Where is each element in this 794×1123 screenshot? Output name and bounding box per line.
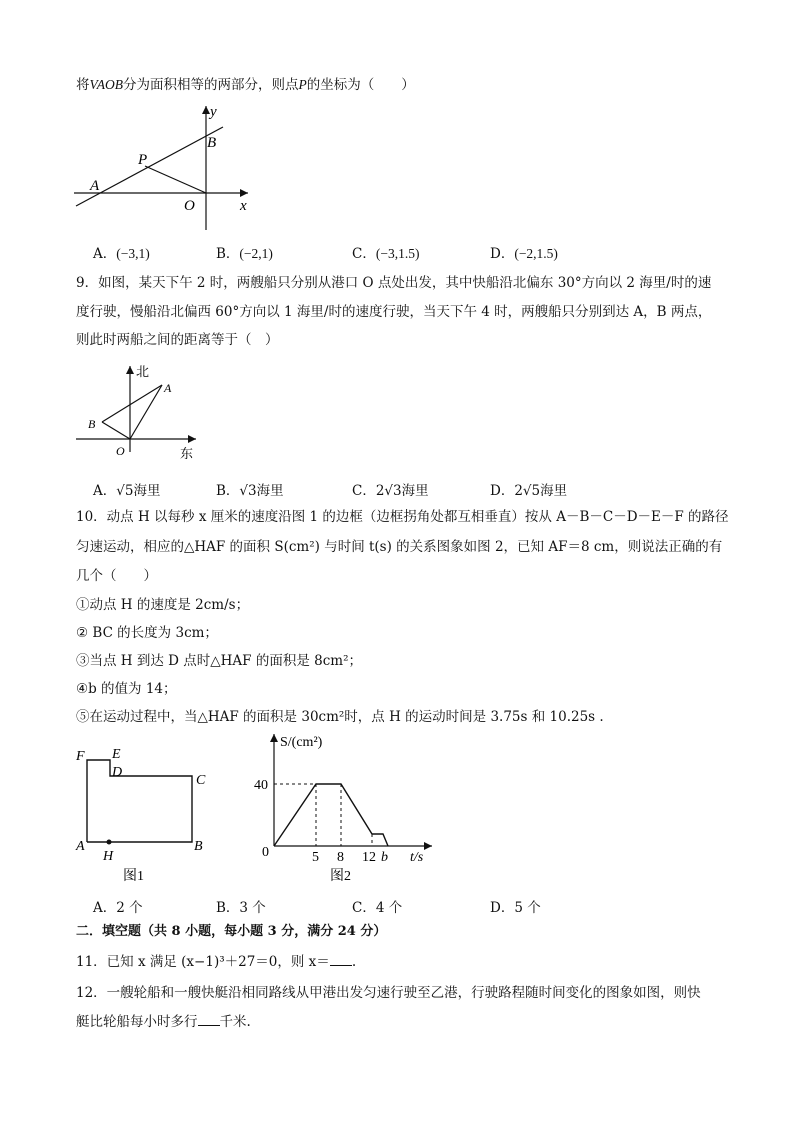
q9-north-label: 北 [136, 364, 150, 379]
q9-a-label: A [164, 381, 172, 395]
fig2-tick-12: 12 [362, 850, 376, 865]
q8-a-label: A [90, 178, 100, 194]
fig1-f-label: F [76, 749, 85, 764]
fig1-h-label: H [103, 849, 114, 864]
q8-option-b[interactable]: B．(−2,1) [216, 246, 273, 262]
fig1-e-label: E [112, 747, 121, 762]
q10-line-3: 几个（ ） [76, 568, 157, 584]
q9-line-3: 则此时两船之间的距离等于（ ） [76, 332, 279, 348]
fig1-d-label: D [112, 765, 123, 780]
q8-option-a[interactable]: A．(−3,1) [93, 246, 150, 262]
q9-option-a[interactable]: A．√5海里 [93, 483, 161, 499]
q12-line-2: 艇比轮船每小时多行 千米. [76, 1014, 251, 1030]
q8-figure [70, 100, 270, 240]
fig2-x-label: t/s [410, 850, 424, 865]
q8-x-label: x [240, 198, 247, 214]
q11-text: 11．已知 x 满足 (x−1)³＋27＝0，则 x＝ . [76, 954, 357, 970]
q10-statement-1: ①动点 H 的速度是 2cm/s； [76, 597, 250, 613]
q8-p-label: P [138, 152, 148, 168]
fig1-c-label: C [196, 773, 206, 788]
fig2-tick-5: 5 [312, 850, 319, 865]
triangle-label: VAOB [89, 77, 123, 92]
q9-option-c[interactable]: C．2√3海里 [352, 483, 429, 499]
q8-b-label: B [207, 135, 217, 151]
q8-y-label: y [210, 104, 217, 120]
q9-line-2: 度行驶，慢船沿北偏西 60°方向以 1 海里/时的速度行驶，当天下午 4 时，两艘船只分别到达 A，B 两点， [76, 304, 712, 320]
q8-stem: 将VAOB分为面积相等的两部分，则点P的坐标为（ ） [76, 77, 415, 93]
q10-statement-4: ④b 的值为 14； [76, 681, 177, 697]
fig2-caption: 图2 [330, 869, 351, 884]
fig2-tick-8: 8 [337, 850, 344, 865]
q9-line-1: 9．如图，某天下午 2 时，两艘船只分别从港口 O 点处出发，其中快船沿北偏东 30°方向以 2 海里/时的速 [76, 275, 712, 291]
fig1-b-label: B [194, 839, 203, 854]
q10-line-2: 匀速运动，相应的△HAF 的面积 S(cm²) 与时间 t(s) 的关系图象如图 2，已知 AF＝8 cm，则说法正确的有 [76, 539, 723, 555]
q8-o-label: O [184, 198, 195, 214]
q9-east-label: 东 [180, 446, 194, 461]
q9-option-d[interactable]: D．2√5海里 [490, 483, 568, 499]
q10-line-1: 10．动点 H 以每秒 x 厘米的速度沿图 1 的边框（边框拐角处都互相垂直）按从 A－B－C－D－E－F 的路径 [76, 509, 729, 525]
q9-option-b[interactable]: B．√3海里 [216, 483, 284, 499]
q8-option-d[interactable]: D．(−2,1.5) [490, 246, 558, 262]
section-fill-in-title: 二．填空题（共 8 小题，每小题 3 分，满分 24 分） [76, 924, 387, 939]
q12-answer-blank[interactable] [198, 1013, 220, 1026]
q10-option-a[interactable]: A．2 个 [93, 900, 143, 916]
point-h [107, 840, 112, 845]
fig1-a-label: A [76, 839, 85, 854]
fig2-y-label: S/(cm²) [280, 735, 323, 750]
q8-option-c[interactable]: C．(−3,1.5) [352, 246, 420, 262]
q10-option-d[interactable]: D．5 个 [490, 900, 541, 916]
fig2-tick-40: 40 [254, 778, 268, 793]
fig2-origin: 0 [262, 845, 269, 860]
q10-option-c[interactable]: C．4 个 [352, 900, 403, 916]
q10-option-b[interactable]: B．3 个 [216, 900, 266, 916]
q9-o-label: O [116, 444, 125, 458]
q10-figure-2 [252, 730, 452, 884]
q10-figure-1 [72, 744, 222, 884]
fig2-tick-b: b [381, 850, 388, 865]
fig1-caption: 图1 [123, 869, 144, 884]
q10-statement-3: ③当点 H 到达 D 点时△HAF 的面积是 8cm²； [76, 653, 362, 669]
q10-statement-5: ⑤在运动过程中，当△HAF 的面积是 30cm²时，点 H 的运动时间是 3.75s 和 10.25s . [76, 709, 604, 725]
q12-line-1: 12．一艘轮船和一艘快艇沿相同路线从甲港出发匀速行驶至乙港，行驶路程随时间变化的图象如图，则快 [76, 985, 701, 1001]
q10-statement-2: ② BC 的长度为 3cm； [76, 625, 218, 641]
q9-b-label: B [88, 417, 96, 431]
q9-figure [72, 362, 212, 472]
q11-answer-blank[interactable] [330, 953, 352, 966]
